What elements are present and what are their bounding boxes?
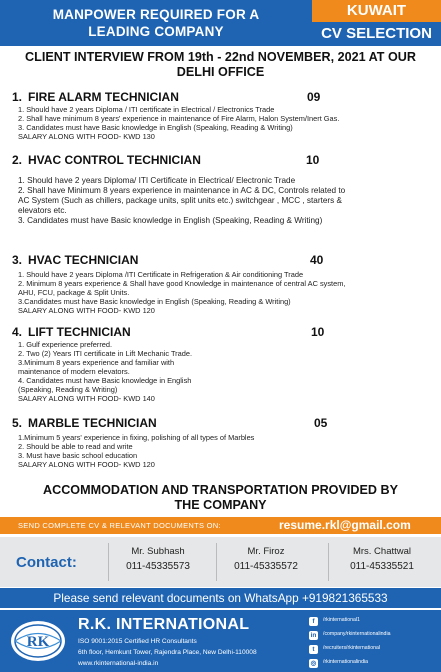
job-requirements — [12, 340, 436, 394]
accommodation-notice — [0, 483, 441, 513]
social-handle: /company/rkinternationalindia — [323, 631, 391, 637]
contact-label: Contact: — [16, 554, 77, 571]
contact-name: Mrs. Chattwal — [352, 546, 412, 557]
location-kuwait: KUWAIT — [312, 0, 441, 22]
requirement: 3.Candidates must have Basic knowledge in English (Speaking, Reading & Writing) — [18, 297, 291, 306]
social-instagram[interactable] — [309, 658, 439, 670]
job-fire-alarm — [12, 90, 436, 141]
requirement: 3. Must have basic school education — [18, 451, 138, 460]
linkedin-icon: in — [310, 632, 317, 639]
job-title: HVAC CONTROL TECHNICIAN — [28, 153, 201, 167]
contact-phone[interactable]: 011-45335573 — [126, 561, 190, 572]
requirement: 2. Shall have minimum 8 years' experience in maintenance of Fire Alarm, Halon System/Inert Gas. — [18, 114, 340, 123]
social-facebook[interactable] — [309, 616, 439, 628]
interview-schedule — [0, 50, 441, 80]
twitter-icon: t — [309, 645, 318, 654]
job-number: 5. — [12, 416, 23, 430]
requirement: AC System (Such as chillers, package units, split units etc.) switchgear , MCC , starters & — [18, 196, 342, 205]
job-vacancy-count: 10 — [306, 153, 320, 167]
contact-person — [332, 544, 432, 574]
requirement: 4. Candidates must have Basic knowledge in English — [18, 376, 192, 385]
job-title: LIFT TECHNICIAN — [28, 325, 131, 339]
job-salary: SALARY ALONG WITH FOOD- KWD 120 — [18, 460, 155, 469]
job-number: 1. — [12, 90, 23, 104]
send-cv-bar — [0, 517, 441, 534]
job-requirements — [12, 270, 436, 306]
requirement: 3. Candidates must have Basic knowledge in English (Speaking, Reading & Writing) — [18, 123, 293, 132]
header-banner — [0, 0, 441, 46]
send-cv-label: SEND COMPLETE CV & RELEVANT DOCUMENTS ON: — [18, 521, 221, 530]
requirement: AHU, FCU, package & Split Units. — [18, 288, 130, 297]
company-website[interactable]: www.rkinternational-india.in — [78, 660, 159, 667]
contacts-panel — [0, 537, 441, 587]
header-title — [0, 0, 312, 46]
header-line-2: LEADING COMPANY — [88, 24, 224, 39]
interview-line-1: CLIENT INTERVIEW FROM 19th - 22nd NOVEMBER, 2021 AT OUR — [25, 50, 416, 64]
job-number: 2. — [12, 153, 23, 167]
contact-name: Mr. Subhash — [131, 546, 185, 557]
contact-person — [108, 544, 208, 574]
facebook-icon: f — [309, 617, 318, 626]
accommodation-line-1: ACCOMMODATION AND TRANSPORTATION PROVIDED BY — [43, 483, 398, 497]
requirement: 3.Minimum 8 years experience and familiar with — [18, 358, 175, 367]
social-handle: /recruiters/rkinternational — [323, 645, 381, 651]
requirement: elevators etc. — [18, 206, 67, 215]
contact-phone[interactable]: 011-45335521 — [350, 561, 414, 572]
requirement: 1. Gulf experience preferred. — [18, 340, 113, 349]
job-vacancy-count: 40 — [310, 253, 324, 267]
job-vacancy-count: 09 — [307, 90, 321, 104]
job-salary: SALARY ALONG WITH FOOD- KWD 120 — [18, 306, 155, 315]
requirement: 2. Minimum 8 years experience & Shall have good Knowledge in maintenance of central AC system, — [18, 279, 346, 288]
company-address: 6th floor, Hemkunt Tower, Rajendra Place, New Delhi-110008 — [78, 649, 257, 656]
job-salary: SALARY ALONG WITH FOOD- KWD 130 — [18, 132, 155, 141]
header-line-1: MANPOWER REQUIRED FOR A — [52, 7, 260, 22]
requirement: 3. Candidates must have Basic knowledge in English (Speaking, Reading & Writing) — [18, 216, 323, 225]
rk-logo-icon — [9, 618, 67, 664]
contact-person — [216, 544, 316, 574]
cv-selection-label: CV SELECTION — [321, 25, 432, 42]
requirement: 1. Should have 2 years Diploma/ ITI Certificate in Electrical/ Electronic Trade — [18, 176, 296, 185]
interview-line-2: DELHI OFFICE — [176, 65, 265, 79]
social-links — [309, 616, 439, 672]
requirement: (Speaking, Reading & Writing) — [18, 385, 118, 394]
job-hvac-control — [12, 153, 436, 226]
requirement: 1. Should have 2 years Diploma / ITI certificate in Electrical / Electronics Trade — [18, 105, 275, 114]
contact-phone[interactable]: 011-45335572 — [234, 561, 298, 572]
job-title: FIRE ALARM TECHNICIAN — [28, 90, 179, 104]
requirement: 2. Should be able to read and write — [18, 442, 133, 451]
job-number: 4. — [12, 325, 23, 339]
job-vacancy-count: 10 — [311, 325, 325, 339]
whatsapp-banner[interactable]: Please send relevant documents on WhatsApp +919821365533 — [0, 588, 441, 608]
requirement: 2. Two (2) Years ITI certificate in Lift Mechanic Trade. — [18, 349, 193, 358]
requirement: 2. Shall have Minimum 8 years experience in maintenance in AC & DC, Controls related to — [18, 186, 346, 195]
footer — [0, 610, 441, 672]
job-number: 3. — [12, 253, 23, 267]
logo-text: RK — [26, 634, 50, 650]
divider — [328, 543, 329, 581]
requirement: 1.Minimum 5 years' experience in fixing, polishing of all types of Marbles — [18, 433, 255, 442]
social-twitter[interactable] — [309, 644, 439, 656]
accommodation-line-2: THE COMPANY — [174, 498, 267, 512]
header-location — [312, 0, 441, 46]
contact-name: Mr. Firoz — [247, 546, 285, 557]
requirement: 1. Should have 2 years Diploma /ITI Certificate in Refrigeration & Air conditioning Trade — [18, 270, 304, 279]
social-handle: /rkinternational1 — [323, 617, 360, 623]
social-linkedin[interactable] — [309, 630, 439, 642]
job-vacancy-count: 05 — [314, 416, 328, 430]
job-requirements — [12, 176, 436, 226]
requirement: maintenance of modern elevators. — [18, 367, 130, 376]
job-hvac-technician — [12, 253, 436, 315]
job-lift-technician — [12, 325, 436, 403]
social-handle: /rkinternationalindia — [323, 659, 368, 665]
email-link[interactable]: resume.rkl@gmail.com — [279, 518, 411, 532]
instagram-icon: ◎ — [310, 660, 317, 667]
job-title: MARBLE TECHNICIAN — [28, 416, 157, 430]
job-requirements — [12, 433, 436, 460]
company-name: R.K. INTERNATIONAL — [78, 616, 250, 633]
job-marble-technician — [12, 416, 436, 469]
job-requirements — [12, 105, 436, 132]
company-certification: ISO 9001:2015 Certified HR Consultants — [78, 638, 197, 645]
job-title: HVAC TECHNICIAN — [28, 253, 139, 267]
job-salary: SALARY ALONG WITH FOOD- KWD 140 — [18, 394, 155, 403]
